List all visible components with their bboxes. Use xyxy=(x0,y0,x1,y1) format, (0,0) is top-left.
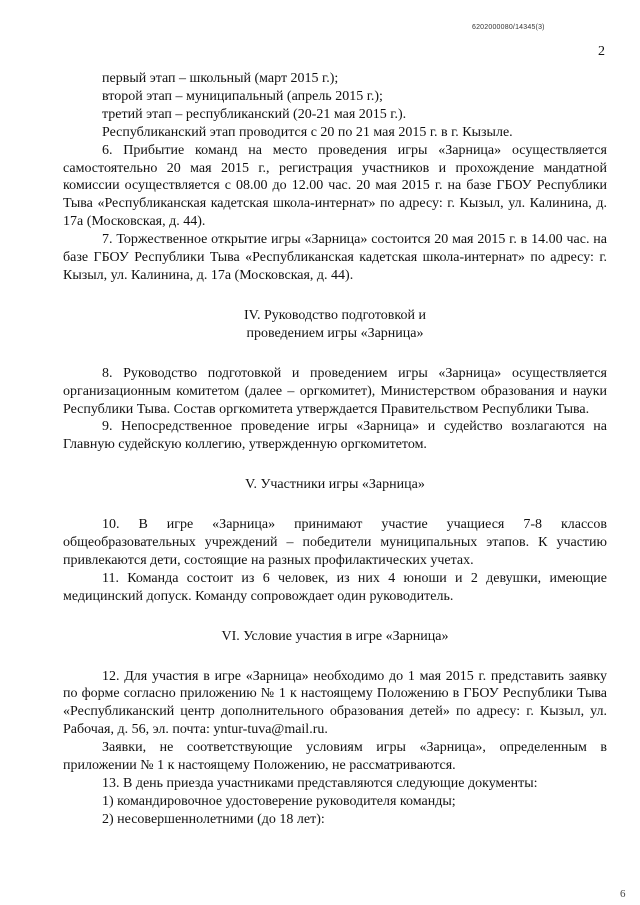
stage-3: третий этап – республиканский (20-21 мая 2015 г.). xyxy=(102,106,407,122)
paragraph-13: 13. В день приезда участниками представляются следующие документы: xyxy=(102,776,538,791)
paragraph-7: 7. Торжественное открытие игры «Зарница» состоится 20 мая 2015 г. в 14.00 час. на базе ГБОУ Республики Тыва «Республиканская кадетская школа-интернат» по адресу: г. Кызыл, ул. Калинина, д. 17а (Московская, д. 44). xyxy=(63,232,607,283)
section-4-heading-line2: проведением игры «Зарница» xyxy=(246,325,424,341)
corner-mark: 6 xyxy=(620,888,626,900)
republican-stage-dates: Республиканский этап проводится с 20 по 21 мая 2015 г. в г. Кызыле. xyxy=(102,124,513,140)
section-6-heading: VI. Условие участия в игре «Зарница» xyxy=(221,628,449,644)
section-5-heading: V. Участники игры «Зарница» xyxy=(245,477,425,493)
paragraph-11: 11. Команда состоит из 6 человек, из них 4 юноши и 2 девушки, имеющие медицинский допуск. Команду сопровождает один руководитель. xyxy=(63,570,607,604)
paragraph-8: 8. Руководство подготовкой и проведением игры «Зарница» осуществляется организационным комитетом (далее – оргкомитет), Министерством образования и науки Республики Тыва. Состав оргкомитета утверждается Правительством Республики Тыва. xyxy=(63,365,607,417)
paragraph-9: 9. Непосредственное проведение игры «Зарница» и судейство возлагаются на Главную судейскую коллегию, утвержденную оргкомитетом. xyxy=(63,419,607,453)
paragraph-6: 6. Прибытие команд на место проведения игры «Зарница» осуществляется самостоятельно 20 мая 2015 г., регистрация участников и прохождение мандатной комиссии осуществляется с 08.00 до 12.00 час. 20 мая 2015 г. на базе ГБОУ Республики Тыва «Республиканская кадетская школа-интернат» по адресу: г. Кызыл, ул. Калинина, д. 17а (Московская, д. 44). xyxy=(63,142,607,230)
page-number: 2 xyxy=(598,44,605,59)
stage-1: первый этап – школьный (март 2015 г.); xyxy=(102,71,339,86)
stage-2: второй этап – муниципальный (апрель 2015 г.); xyxy=(102,88,383,104)
paragraph-10: 10. В игре «Зарница» принимают участие учащиеся 7-8 классов общеобразовательных учреждений – победители муниципальных этапов. К участию привлекаются дети, состоящие на разных профилактических учетах. xyxy=(63,517,607,568)
paragraph-12: 12. Для участия в игре «Зарница» необходимо до 1 мая 2015 г. представить заявку по форме согласно приложению № 1 к настоящему Положению в ГБОУ Республики Тыва «Республиканский центр дополнительного образования детей» по адресу: г. Кызыл, ул. Рабочая, д. 56, эл. почта: yntur-tuva@mail.ru. xyxy=(63,668,607,738)
document-item-1: 1) командировочное удостоверение руководителя команды; xyxy=(102,793,456,809)
document-number: 6202000080/14345(3) xyxy=(472,24,545,31)
section-4-heading-line1: IV. Руководство подготовкой и xyxy=(244,307,426,323)
applications-note: Заявки, не соответствующие условиям игры «Зарница», определенным в приложении № 1 к настоящему Положению, не рассматриваются. xyxy=(63,740,607,774)
document-body xyxy=(63,70,607,829)
document-item-2: 2) несовершеннолетними (до 18 лет): xyxy=(102,811,325,827)
